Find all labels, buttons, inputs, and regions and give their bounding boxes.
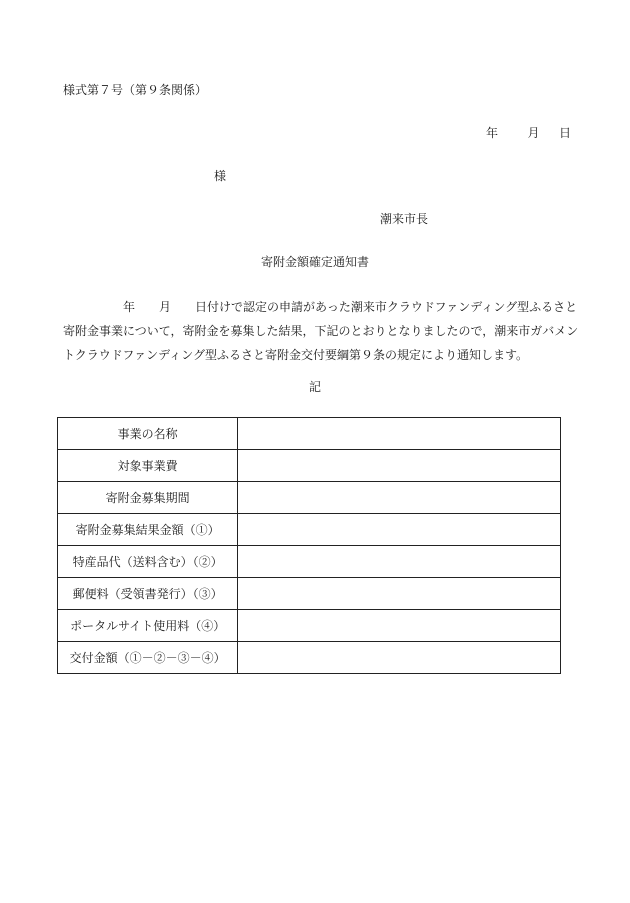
- row-label: 対象事業費: [58, 450, 238, 482]
- row-label: 特産品代（送料含む）（②）: [58, 546, 238, 578]
- row-value: [238, 450, 561, 482]
- row-label: 寄附金募集結果金額（①）: [58, 514, 238, 546]
- date-day-label: 日: [558, 126, 571, 140]
- body-paragraph: [63, 295, 579, 367]
- row-value: [238, 610, 561, 642]
- body-line: 年 月 日付けで認定の申請があった潮来市クラウドファンディング型ふるさと: [99, 300, 578, 314]
- date-line: [486, 124, 571, 141]
- row-label: 事業の名称: [58, 418, 238, 450]
- table-row: [58, 482, 561, 514]
- row-label: 交付金額（①－②－③－④）: [58, 642, 238, 674]
- row-label: 郵便料（受領書発行）（③）: [58, 578, 238, 610]
- document-title: 寄附金額確定通知書: [260, 255, 369, 269]
- table-row: [58, 642, 561, 674]
- body-line: トクラウドファンディング型ふるさと寄附金交付要綱第９条の規定により通知します。: [63, 348, 529, 362]
- table-row: [58, 610, 561, 642]
- ki-heading: 記: [308, 380, 321, 394]
- form-number: 様式第７号（第９条関係）: [63, 83, 208, 97]
- row-label: ポータルサイト使用料（④）: [58, 610, 238, 642]
- row-value: [238, 642, 561, 674]
- table-row: [58, 578, 561, 610]
- row-value: [238, 514, 561, 546]
- row-value: [238, 546, 561, 578]
- addressee-suffix: 様: [214, 169, 227, 183]
- date-month-label: 月: [527, 126, 540, 140]
- body-line: 寄附金事業について，寄附金を募集した結果，下記のとおりとなりましたので，潮来市ガバメン: [63, 324, 579, 338]
- table-row: [58, 546, 561, 578]
- issuer-name: 潮来市長: [380, 212, 429, 226]
- row-value: [238, 418, 561, 450]
- table-row: [58, 514, 561, 546]
- row-label: 寄附金募集期間: [58, 482, 238, 514]
- table-row: [58, 450, 561, 482]
- row-value: [238, 578, 561, 610]
- detail-table: [57, 417, 561, 674]
- row-value: [238, 482, 561, 514]
- date-year-label: 年: [486, 126, 499, 140]
- table-row: [58, 418, 561, 450]
